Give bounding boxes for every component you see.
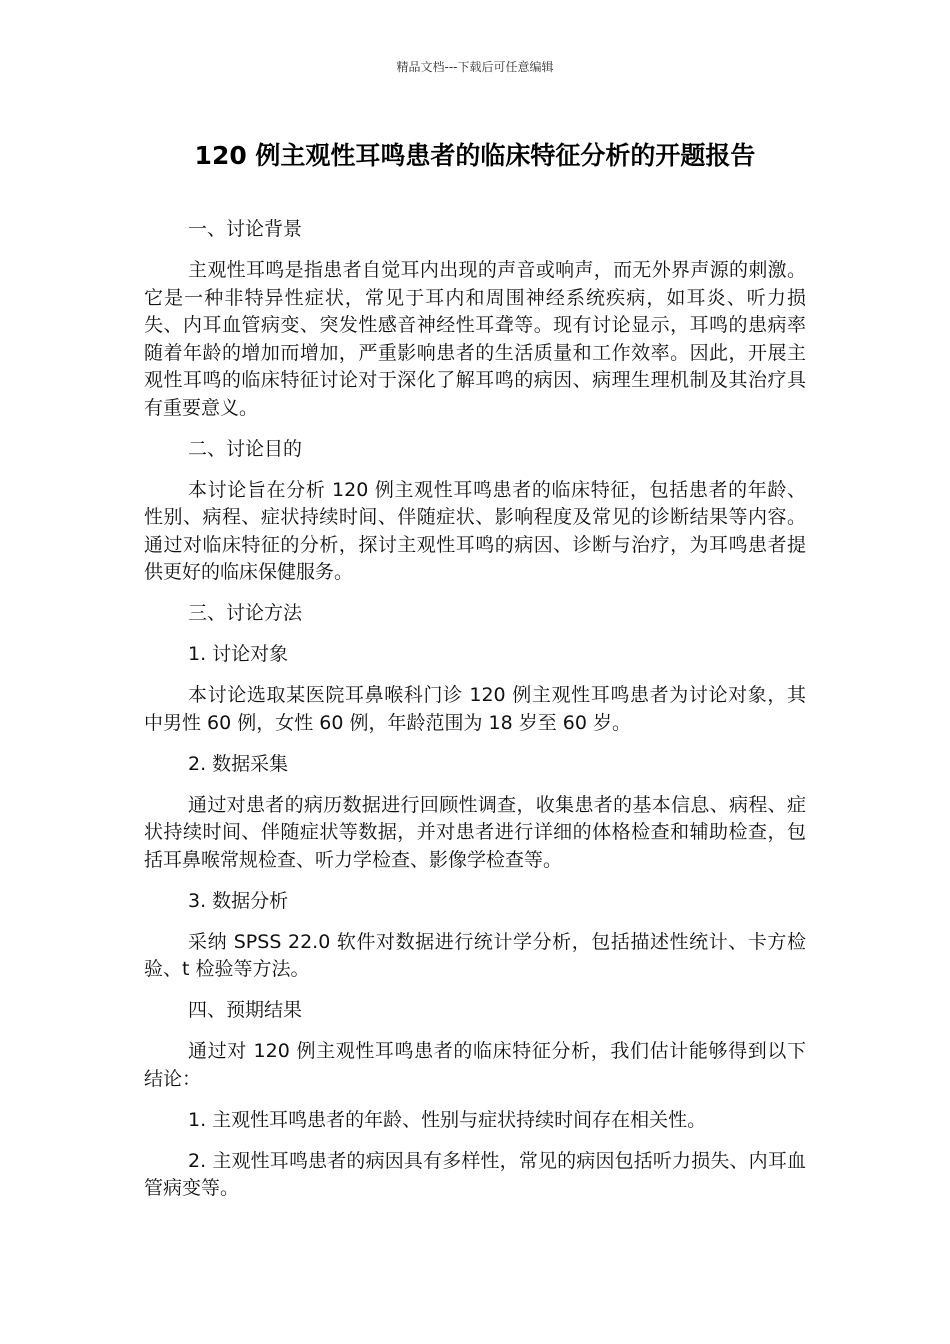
result-item-2: 2. 主观性耳鸣患者的病因具有多样性，常见的病因包括听力损失、内耳血管病变等。 [144, 1149, 806, 1199]
document-body [144, 216, 806, 1216]
paragraph-subjects: 本讨论选取某医院耳鼻喉科门诊 120 例主观性耳鸣患者为讨论对象，其中男性 60 例，女性 60 例，年龄范围为 18 岁至 60 岁。 [144, 684, 806, 734]
subheading-data-collection: 2. 数据采集 [188, 752, 289, 775]
section-heading-method: 三、讨论方法 [188, 602, 303, 624]
section-heading-aim: 二、讨论目的 [188, 437, 303, 460]
section-heading-background: 一、讨论背景 [188, 218, 303, 240]
subheading-subjects: 1. 讨论对象 [188, 643, 289, 665]
header-watermark: 精品文档---下载后可任意编辑 [396, 60, 554, 74]
document-title: 120 例主观性耳鸣患者的临床特征分析的开题报告 [194, 141, 756, 170]
result-item-1: 1. 主观性耳鸣患者的年龄、性别与症状持续时间存在相关性。 [188, 1108, 707, 1131]
paragraph-data-collection: 通过对患者的病历数据进行回顾性调查，收集患者的基本信息、病程、症状持续时间、伴随症状等数据，并对患者进行详细的体格检查和辅助检查，包括耳鼻喉常规检查、听力学检查、影像学检查等。 [144, 793, 806, 871]
subheading-data-analysis: 3. 数据分析 [188, 889, 289, 912]
paragraph-data-analysis: 采纳 SPSS 22.0 软件对数据进行统计学分析，包括描述性统计、卡方检验、t 检验等方法。 [144, 930, 806, 980]
section-heading-results: 四、预期结果 [188, 999, 303, 1021]
paragraph-results: 通过对 120 例主观性耳鸣患者的临床特征分析，我们估计能够得到以下结论： [144, 1040, 806, 1090]
paragraph-aim: 本讨论旨在分析 120 例主观性耳鸣患者的临床特征，包括患者的年龄、性别、病程、症状持续时间、伴随症状、影响程度及常见的诊断结果等内容。通过对临床特征的分析，探讨主观性耳鸣的病因、诊断与治疗，为耳鸣患者提供更好的临床保健服务。 [144, 478, 806, 583]
paragraph-background: 主观性耳鸣是指患者自觉耳内出现的声音或响声，而无外界声源的刺激。它是一种非特异性症状，常见于耳内和周围神经系统疾病，如耳炎、听力损失、内耳血管病变、突发性感音神经性耳聋等。现有讨论显示，耳鸣的患病率随着年龄的增加而增加，严重影响患者的生活质量和工作效率。因此，开展主观性耳鸣的临床特征讨论对于深化了解耳鸣的病因、病理生理机制及其治疗具有重要意义。 [144, 259, 806, 419]
